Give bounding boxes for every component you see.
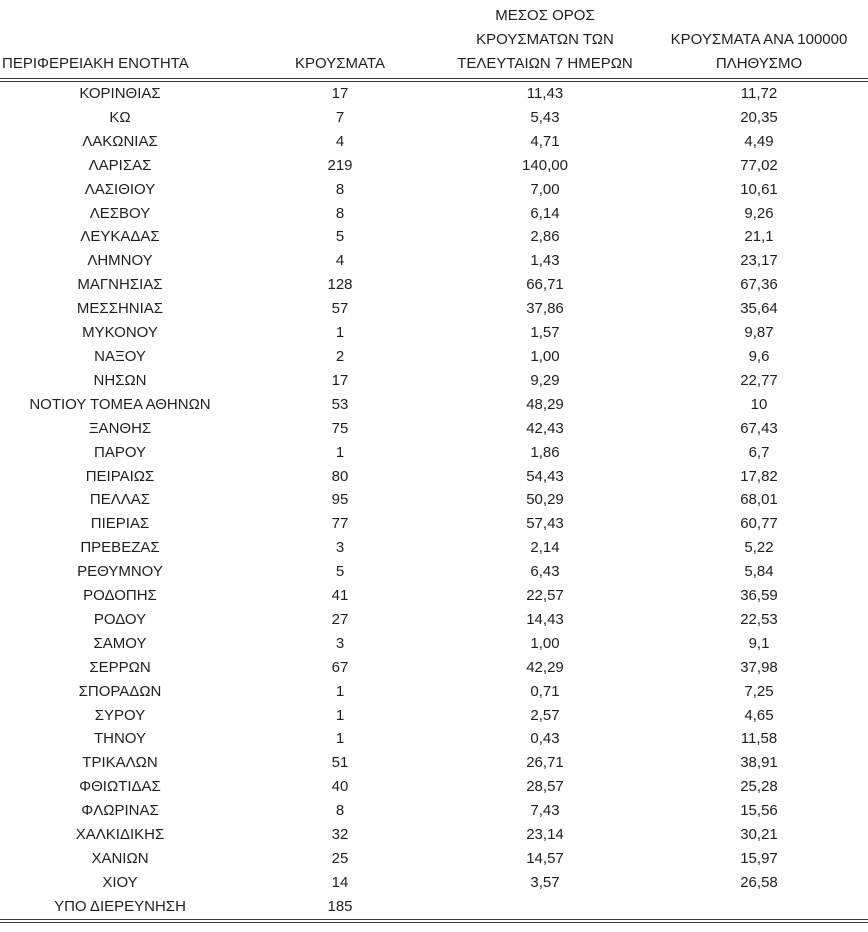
value-cell: 9,87 [744,324,774,342]
value-cell: 17,82 [740,467,778,485]
header-line: ΜΕΣΟΣ ΟΡΟΣ [495,7,595,24]
table-row [0,727,868,751]
value-cell: 219 [327,156,353,174]
value-cell: 41 [331,587,349,605]
region-cell: ΛΕΥΚΑΔΑΣ [80,228,160,246]
value-cell: 57,43 [526,515,564,533]
value-cell: 8 [335,180,345,198]
value-cell: 4 [335,132,345,150]
value-cell: 7,00 [530,180,560,198]
header-line: ΚΡΟΥΣΜΑΤΩΝ ΤΩΝ [476,31,614,48]
table-row [0,106,868,130]
value-cell: 1,43 [530,252,560,270]
region-cell: ΜΑΓΝΗΣΙΑΣ [77,276,163,294]
value-cell: 4,71 [530,132,560,150]
region-cell: ΡΕΘΥΜΝΟΥ [77,563,163,581]
table-row [0,799,868,823]
value-cell: 5,43 [530,108,560,126]
region-cell: ΣΑΜΟΥ [93,634,147,652]
header-line: ΠΕΡΙΦΕΡΕΙΑΚΗ ΕΝΟΤΗΤΑ [2,55,189,72]
table-header [0,0,868,80]
value-cell: 6,14 [530,204,560,222]
table-row [0,488,868,512]
value-cell: 7 [335,108,345,126]
region-cell: ΜΥΚΟΝΟΥ [82,324,158,342]
col-header-cases [240,0,440,80]
table-row [0,465,868,489]
value-cell: 7,25 [744,682,774,700]
value-cell: 1,86 [530,443,560,461]
region-cell: ΡΟΔΟΥ [93,610,147,628]
value-cell: 42,43 [526,419,564,437]
value-cell: 50,29 [526,491,564,509]
value-cell [650,895,868,921]
value-cell: 23,17 [740,252,778,270]
value-cell: 22,77 [740,371,778,389]
table-row [0,417,868,441]
value-cell: 95 [331,491,349,509]
value-cell: 77 [331,515,349,533]
region-cell: ΝΑΞΟΥ [94,347,146,365]
value-cell: 40 [331,778,349,796]
table-body [0,80,868,921]
col-header-avg-7-days [440,0,650,80]
value-cell: 9,26 [744,204,774,222]
region-cell: ΥΠΟ ΔΙΕΡΕΥΝΗΣΗ [54,897,186,915]
value-cell: 11,72 [740,85,778,102]
value-cell: 2 [335,347,345,365]
value-cell: 5,22 [744,539,774,557]
value-cell: 14,43 [526,610,564,628]
value-cell: 15,97 [740,850,778,867]
region-cell: ΤΗΝΟΥ [93,730,147,748]
header-row [0,0,868,80]
value-cell: 51 [331,754,349,772]
region-cell: ΠΡΕΒΕΖΑΣ [80,539,160,557]
table-row [0,130,868,154]
region-cell: ΝΟΤΙΟΥ ΤΟΜΕΑ ΑΘΗΝΩΝ [29,395,211,413]
value-cell: 66,71 [526,276,564,294]
value-cell: 9,29 [530,371,560,389]
region-cell: ΦΛΩΡΙΝΑΣ [81,802,159,820]
value-cell: 8 [335,802,345,820]
table-row [0,847,868,871]
value-cell [440,895,650,921]
value-cell: 11,43 [526,85,564,102]
region-cell: ΠΕΙΡΑΙΩΣ [85,467,155,485]
value-cell: 15,56 [740,802,778,820]
value-cell: 4 [335,252,345,270]
region-cell: ΛΕΣΒΟΥ [89,204,151,222]
value-cell: 128 [327,276,353,294]
value-cell: 60,77 [740,515,778,533]
table-row [0,154,868,178]
region-cell: ΣΠΟΡΑΔΩΝ [78,682,162,700]
value-cell: 22,53 [740,610,778,628]
value-cell: 1 [335,706,345,724]
value-cell: 9,6 [748,347,770,365]
table-row [0,871,868,895]
header-line: ΚΡΟΥΣΜΑΤΑ [295,55,385,72]
value-cell: 26,58 [740,873,778,891]
value-cell: 25,28 [740,778,778,796]
value-cell: 68,01 [740,491,778,509]
region-cell: ΛΗΜΝΟΥ [87,252,153,270]
table-row [0,704,868,728]
value-cell: 25 [331,850,349,867]
value-cell: 30,21 [740,826,778,844]
value-cell: 17 [331,371,349,389]
table-row [0,297,868,321]
value-cell: 10,61 [740,180,778,198]
value-cell: 37,98 [740,658,778,676]
table-row [0,608,868,632]
value-cell: 21,1 [744,228,774,246]
value-cell: 36,59 [740,587,778,605]
value-cell: 1 [335,730,345,748]
value-cell: 23,14 [526,826,564,844]
value-cell: 80 [331,467,349,485]
region-cell: ΛΑΚΩΝΙΑΣ [82,132,158,150]
value-cell: 2,14 [530,539,560,557]
value-cell: 1,00 [530,634,560,652]
region-cell: ΛΑΣΙΘΙΟΥ [84,180,156,198]
value-cell: 5 [335,563,345,581]
table-row [0,178,868,202]
table-row [0,202,868,226]
region-cell: ΠΑΡΟΥ [93,443,147,461]
value-cell: 5,84 [744,563,774,581]
table-row [0,823,868,847]
value-cell: 6,7 [748,443,770,461]
table-row [0,632,868,656]
value-cell: 11,58 [740,730,778,748]
region-cell: ΠΙΕΡΙΑΣ [90,515,150,533]
value-cell: 3 [335,634,345,652]
value-cell: 9,1 [748,634,770,652]
region-cell: ΚΟΡΙΝΘΙΑΣ [79,85,161,102]
value-cell: 1,57 [530,324,560,342]
value-cell: 26,71 [526,754,564,772]
region-cell: ΧΑΝΙΩΝ [91,850,149,867]
value-cell: 0,43 [530,730,560,748]
table-row [0,680,868,704]
value-cell: 67 [331,658,349,676]
header-line: ΚΡΟΥΣΜΑΤΑ ΑΝΑ 100000 [670,31,848,48]
value-cell: 27 [331,610,349,628]
value-cell: 3,57 [530,873,560,891]
table-row [0,369,868,393]
region-cell: ΤΡΙΚΑΛΩΝ [82,754,158,772]
value-cell: 4,65 [744,706,774,724]
region-cell: ΡΟΔΟΠΗΣ [83,587,157,605]
table-row [0,321,868,345]
value-cell: 1 [335,443,345,461]
table-row [0,656,868,680]
col-header-region [0,0,240,80]
table-row [0,536,868,560]
region-cell: ΛΑΡΙΣΑΣ [88,156,152,174]
value-cell: 67,36 [740,276,778,294]
value-cell: 7,43 [530,802,560,820]
region-cell: ΠΕΛΛΑΣ [89,491,151,509]
table-row [0,584,868,608]
col-header-cases-per-100000 [650,0,868,80]
value-cell: 54,43 [526,467,564,485]
region-cell: ΞΑΝΘΗΣ [88,419,152,437]
value-cell: 37,86 [526,300,564,318]
region-cell: ΣΥΡΟΥ [94,706,146,724]
value-cell: 53 [331,395,349,413]
value-cell: 0,71 [530,682,560,700]
region-cell: ΜΕΣΣΗΝΙΑΣ [76,300,164,318]
value-cell: 32 [331,826,349,844]
table-row [0,249,868,273]
value-cell: 185 [327,897,353,915]
value-cell: 48,29 [526,395,564,413]
value-cell: 38,91 [740,754,778,772]
value-cell: 8 [335,204,345,222]
header-line: ΤΕΛΕΥΤΑΙΩΝ 7 ΗΜΕΡΩΝ [457,55,633,72]
region-cell: ΧΑΛΚΙΔΙΚΗΣ [75,826,165,844]
region-cell: ΣΕΡΡΩΝ [89,658,151,676]
value-cell: 14 [331,873,349,891]
table-row [0,80,868,106]
table-row [0,393,868,417]
value-cell: 4,49 [744,132,774,150]
value-cell: 140,00 [522,156,568,174]
table-row [0,560,868,584]
value-cell: 5 [335,228,345,246]
value-cell: 67,43 [740,419,778,437]
value-cell: 1,00 [530,347,560,365]
table-row [0,751,868,775]
region-cell: ΚΩ [109,108,131,126]
value-cell: 10 [750,395,768,413]
value-cell: 42,29 [526,658,564,676]
value-cell: 17 [331,85,349,102]
value-cell: 6,43 [530,563,560,581]
table-row [0,225,868,249]
table-row [0,441,868,465]
value-cell: 1 [335,324,345,342]
header-line: ΠΛΗΘΥΣΜΟ [715,55,803,72]
value-cell: 57 [331,300,349,318]
value-cell: 14,57 [526,850,564,867]
value-cell: 2,57 [530,706,560,724]
value-cell: 2,86 [530,228,560,246]
table-row [0,775,868,799]
region-cell: ΦΘΙΩΤΙΔΑΣ [79,778,161,796]
region-cell: ΧΙΟΥ [102,873,138,891]
table-row [0,345,868,369]
value-cell: 28,57 [526,778,564,796]
table-row [0,895,868,921]
value-cell: 20,35 [740,108,778,126]
value-cell: 3 [335,539,345,557]
value-cell: 1 [335,682,345,700]
table-row [0,512,868,536]
value-cell: 77,02 [740,156,778,174]
value-cell: 35,64 [740,300,778,318]
table-row [0,273,868,297]
value-cell: 75 [331,419,349,437]
value-cell: 22,57 [526,587,564,605]
region-cell: ΝΗΣΩΝ [93,371,147,389]
